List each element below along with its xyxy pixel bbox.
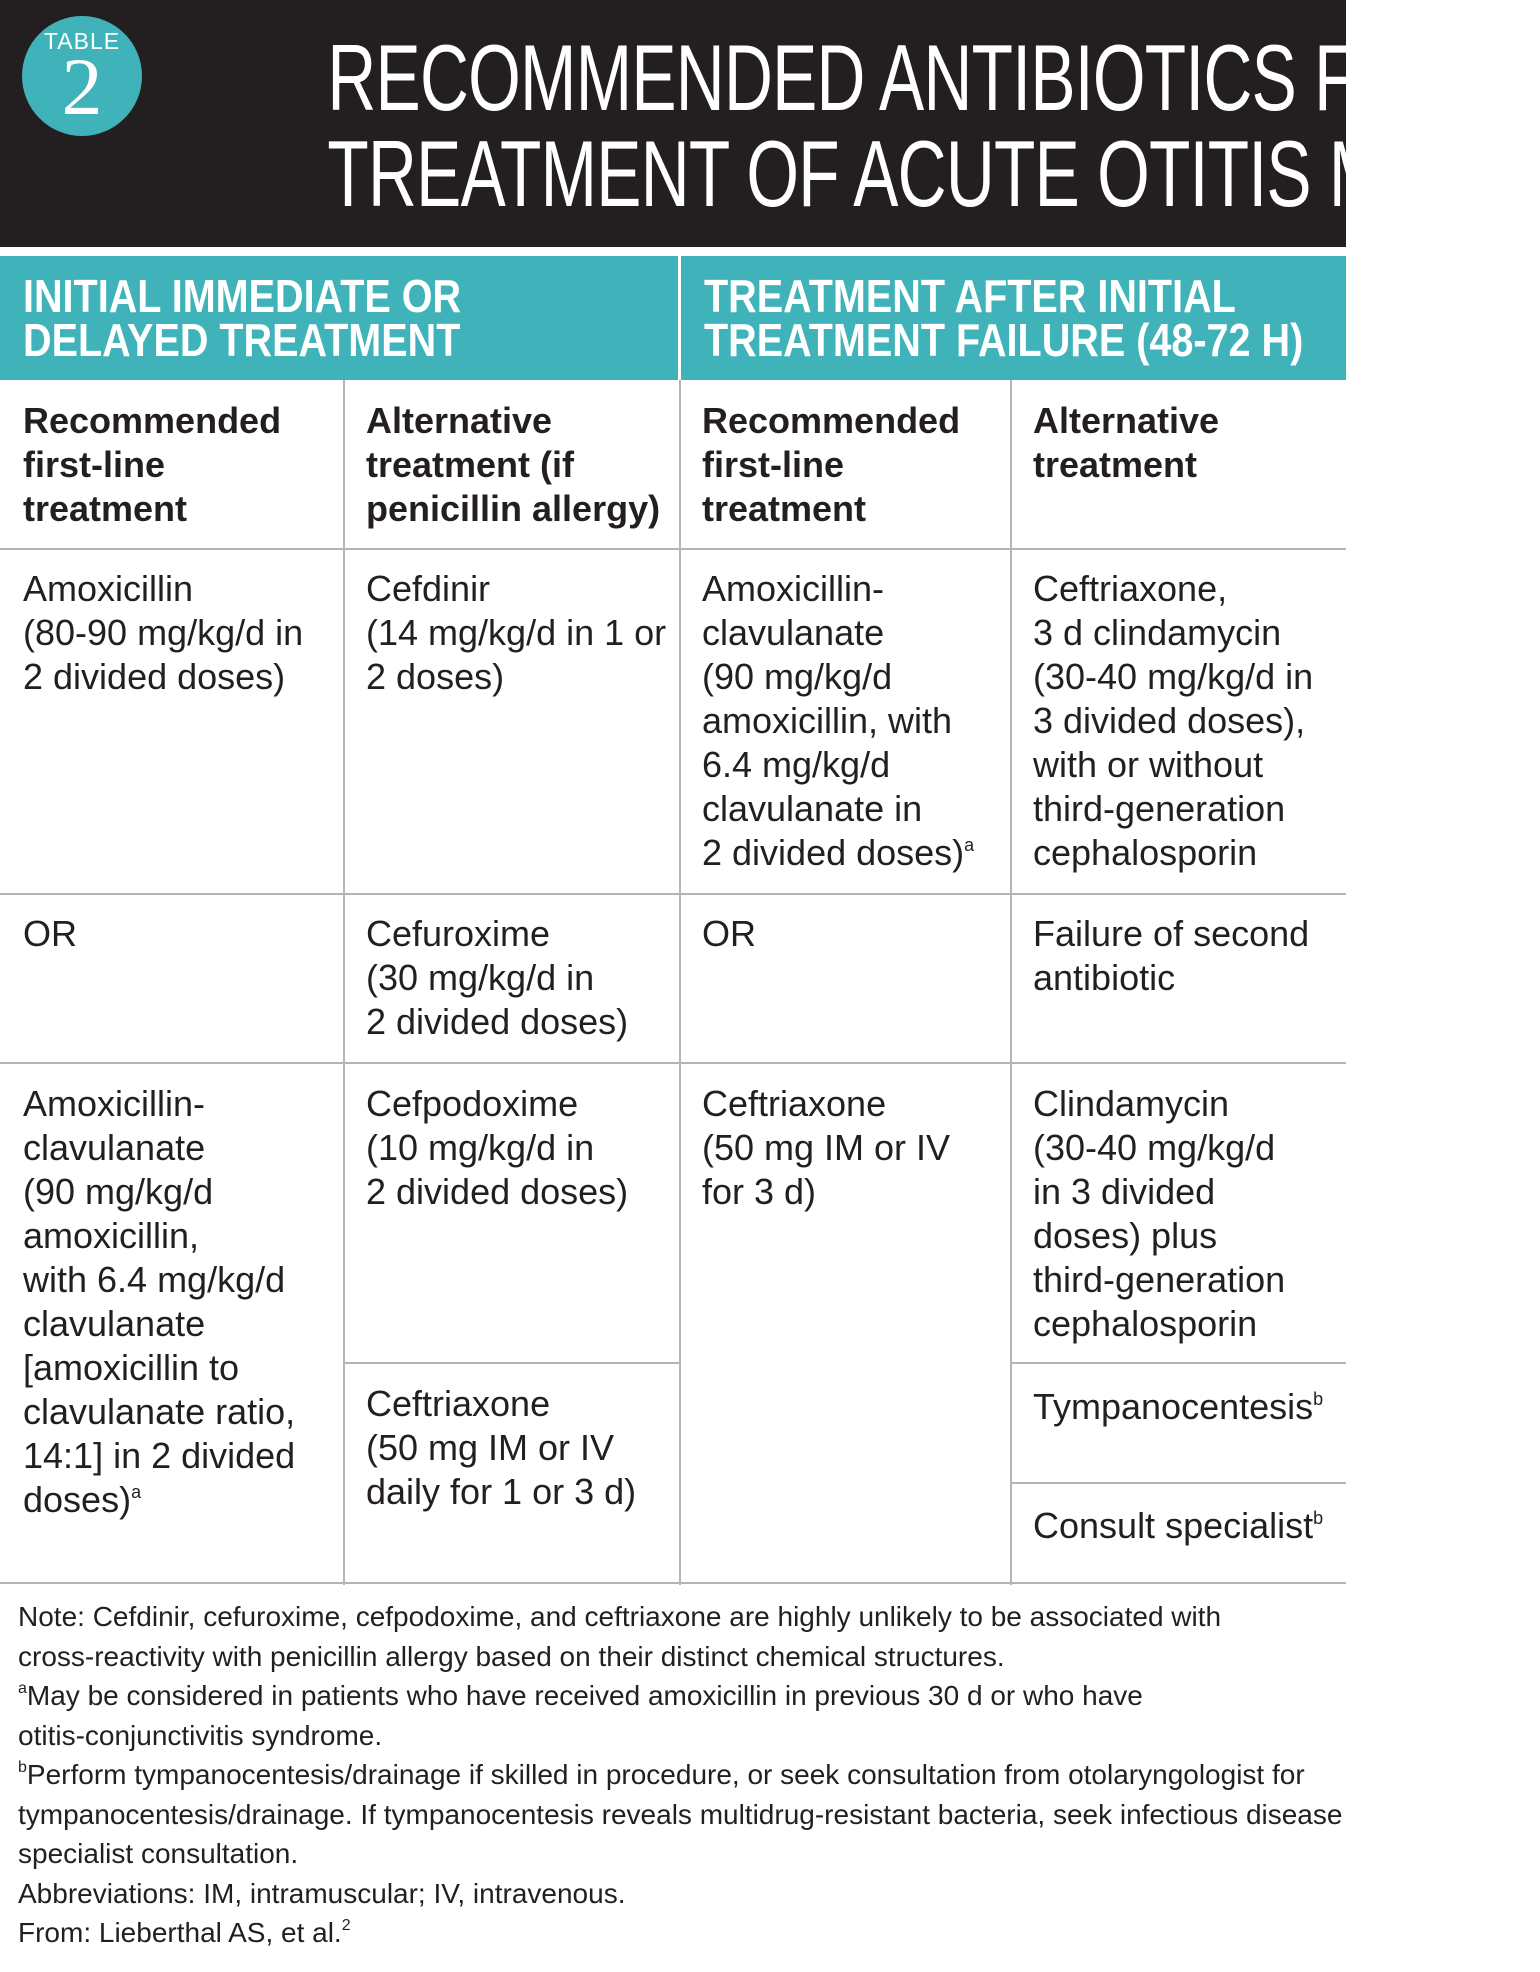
cell-r3-initial-alternative-a — [366, 1082, 628, 1214]
cell-line: Amoxicillin — [23, 568, 194, 609]
cell-text: Tympanocentesis — [1033, 1386, 1314, 1427]
cell-line: amoxicillin, with — [702, 700, 953, 741]
cell-r3-failure-alternative-c — [1033, 1504, 1323, 1548]
cell-line — [23, 1478, 295, 1522]
cell-line: for 3 d) — [702, 1171, 817, 1212]
cell-r3-initial-alternative-b — [366, 1382, 636, 1514]
source-citation — [18, 1913, 1338, 1953]
section-initial-treatment — [0, 256, 678, 380]
header-line: first-line — [702, 444, 845, 485]
header-line: treatment — [1033, 444, 1198, 485]
header-line: Recommended — [23, 400, 282, 441]
cell-line: clavulanate — [23, 1127, 206, 1168]
header-line: treatment (if — [366, 444, 575, 485]
footnote-marker: a — [18, 1680, 27, 1697]
cell-line: doses) plus — [1033, 1215, 1218, 1256]
footnote-marker: b — [1313, 1389, 1324, 1409]
cell-line: Ceftriaxone, — [1033, 568, 1228, 609]
cell-line: 14:1] in 2 divided — [23, 1435, 296, 1476]
cell-r1-failure-alternative — [1033, 567, 1313, 875]
cell-line: 6.4 mg/kg/d — [702, 744, 891, 785]
cell-line: with 6.4 mg/kg/d — [23, 1259, 286, 1300]
footnote-marker: a — [131, 1482, 142, 1502]
section-after-failure — [681, 256, 1346, 380]
note-text: May be considered in patients who have received amoxicillin in previous 30 d or who have — [26, 1680, 1143, 1711]
cell-line: antibiotic — [1033, 957, 1176, 998]
header-line: Alternative — [1033, 400, 1220, 441]
cell-line: clavulanate — [702, 612, 885, 653]
cell-text: Consult specialist — [1033, 1505, 1314, 1546]
cell-line: (30-40 mg/kg/d — [1033, 1127, 1276, 1168]
row-divider — [1010, 1482, 1346, 1484]
cell-line: OR — [702, 913, 756, 954]
row-divider — [0, 893, 1346, 895]
cell-line: (90 mg/kg/d — [23, 1171, 214, 1212]
cell-line: amoxicillin, — [23, 1215, 200, 1256]
header-line: treatment — [702, 488, 867, 529]
table-footnotes — [18, 1597, 1343, 1953]
cell-line: Amoxicillin- — [702, 568, 885, 609]
reference-marker: 2 — [341, 1917, 351, 1934]
cell-text: 2 divided doses) — [702, 832, 965, 873]
cell-line: clavulanate — [23, 1303, 206, 1344]
title-line-1: RECOMMENDED ANTIBIOTICS FOR — [327, 25, 1455, 130]
cell-line: with or without — [1033, 744, 1264, 785]
header-line: penicillin allergy) — [366, 488, 661, 529]
cell-line: cephalosporin — [1033, 832, 1258, 873]
footnote-marker: b — [1313, 1508, 1324, 1528]
cell-line — [1033, 1504, 1323, 1548]
cell-line: 3 d clindamycin — [1033, 612, 1282, 653]
section-right-line-2: TREATMENT FAILURE (48-72 H) — [704, 314, 1304, 366]
column-divider — [1010, 380, 1012, 1585]
cell-r3-failure-alternative-a — [1033, 1082, 1285, 1346]
cell-line: cephalosporin — [1033, 1303, 1258, 1344]
cell-line: in 3 divided — [1033, 1171, 1216, 1212]
badge-label: TABLE — [43, 28, 121, 54]
cell-line: daily for 1 or 3 d) — [366, 1471, 637, 1512]
column-header-failure-recommended — [702, 399, 960, 531]
note-line: specialist consultation. — [18, 1838, 299, 1869]
cell-line: (10 mg/kg/d in — [366, 1127, 595, 1168]
cell-line: third-generation — [1033, 1259, 1286, 1300]
column-header-initial-alternative — [366, 399, 660, 531]
header-line: Recommended — [702, 400, 961, 441]
cell-line: (80-90 mg/kg/d in — [23, 612, 304, 653]
cell-line: Failure of second — [1033, 913, 1310, 954]
cell-line: clavulanate ratio, — [23, 1391, 296, 1432]
footnote-marker: a — [964, 835, 975, 855]
note-line: cross-reactivity with penicillin allergy based on their distinct chemical structures. — [18, 1640, 1005, 1672]
badge-number: 2 — [61, 41, 103, 132]
cell-line: clavulanate in — [702, 788, 923, 829]
cell-r2-initial-alternative — [366, 912, 628, 1044]
cell-r3-failure-recommended — [702, 1082, 950, 1214]
row-divider — [343, 1362, 680, 1364]
header-line: Alternative — [366, 400, 553, 441]
row-divider — [1010, 1362, 1346, 1364]
cell-line: (30 mg/kg/d in — [366, 957, 595, 998]
cell-r2-failure-recommended — [702, 912, 756, 956]
cell-line: third-generation — [1033, 788, 1286, 829]
cell-line — [1033, 1385, 1323, 1429]
cell-line: (50 mg IM or IV — [366, 1427, 615, 1468]
table-badge — [22, 16, 142, 136]
cell-line: (30-40 mg/kg/d in — [1033, 656, 1314, 697]
cell-line: (50 mg IM or IV — [702, 1127, 951, 1168]
column-header-failure-alternative — [1033, 399, 1219, 487]
note-text: From: Lieberthal AS, et al. — [18, 1917, 342, 1948]
note-text: Perform tympanocentesis/drainage if skilled in procedure, or seek consultation from otolaryngologist for — [26, 1759, 1305, 1790]
section-right-line-1: TREATMENT AFTER INITIAL — [704, 270, 1236, 322]
cell-line: 2 divided doses) — [366, 1171, 629, 1212]
cell-r2-initial-recommended — [23, 912, 77, 956]
footnote-marker: b — [18, 1759, 27, 1776]
title-line-2: TREATMENT OF ACUTE OTITIS MEDIA — [327, 121, 1540, 226]
header-line: first-line — [23, 444, 166, 485]
cell-line: Ceftriaxone — [702, 1083, 887, 1124]
cell-line: 2 divided doses) — [23, 656, 286, 697]
cell-r1-failure-recommended — [702, 567, 974, 875]
cell-line: Cefpodoxime — [366, 1083, 579, 1124]
cell-line: (90 mg/kg/d — [702, 656, 893, 697]
cell-line — [702, 831, 974, 875]
cell-line: Amoxicillin- — [23, 1083, 206, 1124]
section-left-line-1: INITIAL IMMEDIATE OR — [23, 270, 462, 322]
column-divider — [679, 380, 681, 1585]
section-left-line-2: DELAYED TREATMENT — [23, 314, 461, 366]
cell-r1-initial-alternative — [366, 567, 666, 699]
note-line: otitis-conjunctivitis syndrome. — [18, 1719, 383, 1751]
cell-r3-failure-alternative-b — [1033, 1385, 1323, 1429]
note-line: tympanocentesis/drainage. If tympanocentesis reveals multidrug-resistant bacteria, seek infectious disease — [18, 1798, 1343, 1830]
cell-r1-initial-recommended — [23, 567, 303, 699]
cell-r2-failure-alternative — [1033, 912, 1309, 1000]
cell-line: OR — [23, 913, 77, 954]
cell-line: Clindamycin — [1033, 1083, 1230, 1124]
column-divider — [343, 380, 345, 1585]
row-divider — [0, 548, 1346, 550]
row-divider — [0, 1582, 1346, 1584]
table-title — [327, 25, 1540, 226]
row-divider — [0, 1062, 1346, 1064]
footnote-b — [18, 1755, 1338, 1795]
cell-line: (14 mg/kg/d in 1 or — [366, 612, 667, 653]
cell-text: doses) — [23, 1479, 132, 1520]
cell-line: Cefdinir — [366, 568, 491, 609]
cell-line: 2 doses) — [366, 656, 505, 697]
footnote-a — [18, 1676, 1338, 1716]
abbreviations-note: Abbreviations: IM, intramuscular; IV, intravenous. — [18, 1877, 626, 1909]
cell-line: Ceftriaxone — [366, 1383, 551, 1424]
column-header-initial-recommended — [23, 399, 281, 531]
cell-line: [amoxicillin to — [23, 1347, 240, 1388]
cell-line: Cefuroxime — [366, 913, 551, 954]
cell-line: 3 divided doses), — [1033, 700, 1306, 741]
header-line: treatment — [23, 488, 188, 529]
table-header — [0, 0, 1540, 247]
cell-r3-initial-recommended — [23, 1082, 295, 1522]
cell-line: 2 divided doses) — [366, 1001, 629, 1042]
note-line: Note: Cefdinir, cefuroxime, cefpodoxime, and ceftriaxone are highly unlikely to be associated with — [18, 1601, 1222, 1632]
